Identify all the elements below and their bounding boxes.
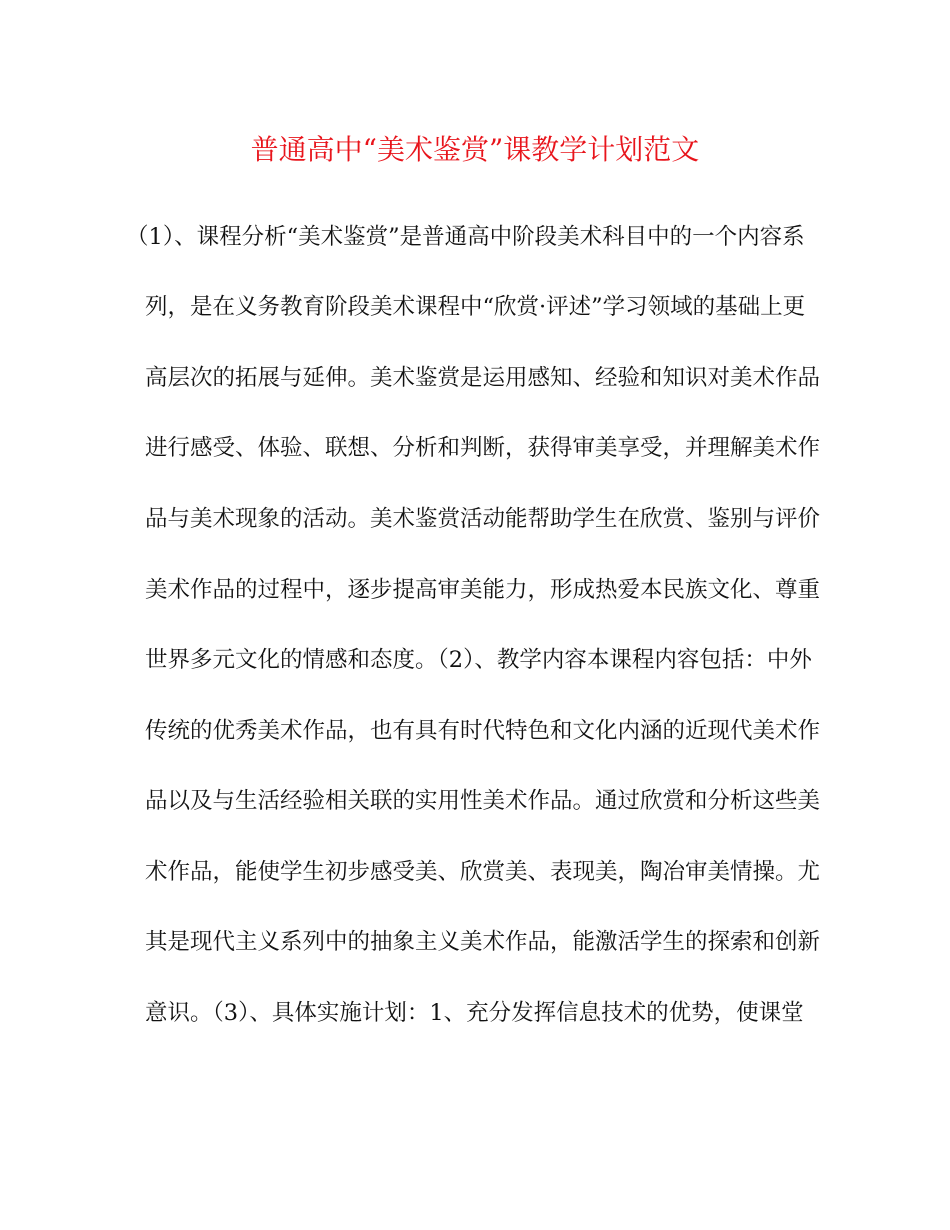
body-line-10: 术作品，能使学生初步感受美、欣赏美、表现美，陶冶审美情操。尤 (145, 859, 821, 885)
body-line-8: 传统的优秀美术作品，也有具有时代特色和文化内涵的近现代美术作 (145, 718, 821, 744)
body-line-3: 高层次的拓展与延伸。美术鉴赏是运用感知、经验和知识对美术作品 (145, 365, 821, 391)
body-line-5: 品与美术现象的活动。美术鉴赏活动能帮助学生在欣赏、鉴别与评价 (145, 506, 821, 532)
body-line-1: （1）、课程分析“美术鉴赏”是普通高中阶段美术科目中的一个内容系 (126, 224, 805, 250)
body-line-2: 列，是在义务教育阶段美术课程中“欣赏·评述”学习领域的基础上更 (145, 294, 806, 320)
body-line-4: 进行感受、体验、联想、分析和判断，获得审美享受，并理解美术作 (145, 435, 821, 461)
document-title: 普通高中“美术鉴赏”课教学计划范文 (250, 133, 700, 166)
body-line-11: 其是现代主义系列中的抽象主义美术作品，能激活学生的探索和创新 (145, 929, 821, 955)
body-line-9: 品以及与生活经验相关联的实用性美术作品。通过欣赏和分析这些美 (145, 788, 821, 814)
body-line-7: 世界多元文化的情感和态度。（2）、教学内容本课程内容包括：中外 (145, 647, 812, 673)
body-line-12: 意识。（3）、具体实施计划：1、充分发挥信息技术的优势，使课堂 (145, 1000, 804, 1026)
body-line-6: 美术作品的过程中，逐步提高审美能力，形成热爱本民族文化、尊重 (145, 577, 821, 603)
